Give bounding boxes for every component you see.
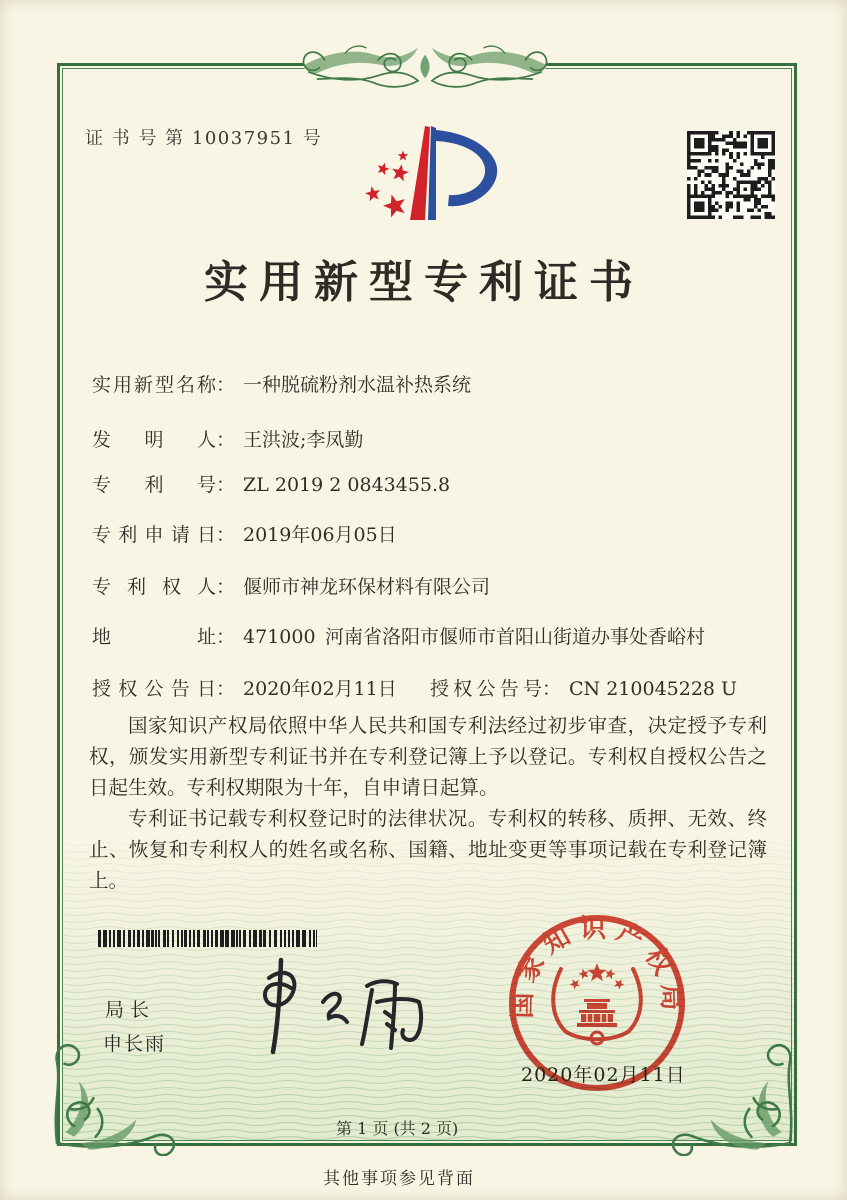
field-label: 授权公告日 xyxy=(92,678,216,700)
back-side-note: 其他事项参见背面 xyxy=(323,1169,475,1189)
field-value: 王洪波;李凤勤 xyxy=(243,429,364,451)
qr-code xyxy=(687,131,775,219)
field-row-patent-no: 专利号： ZL 2019 2 0843455.8 xyxy=(92,470,450,497)
commissioner-title: 局长 xyxy=(105,999,156,1021)
flourish-top-icon xyxy=(295,34,555,98)
field-value: 471000 河南省洛阳市偃师市首阳山街道办事处香峪村 xyxy=(243,626,706,648)
signature-autograph-icon xyxy=(235,952,435,1064)
seal-text: 国家知识产权局 xyxy=(507,914,687,1019)
commissioner-name: 申长雨 xyxy=(103,1033,167,1055)
field-value: 2020年02月11日 xyxy=(243,678,397,700)
legal-paragraph: 国家知识产权局依照中华人民共和国专利法经过初步审查，决定授予专利权，颁发实用新型专利证书并在专利登记簿上予以登记。专利权自授权公告之日起生效。专利权期限为十年，自申请日起算。 xyxy=(89,714,767,799)
field-value: ZL 2019 2 0843455.8 xyxy=(243,474,451,496)
certificate-title: 实用新型专利证书 xyxy=(204,257,644,308)
certificate-number: 证 书 号 第 10037951 号 xyxy=(85,128,323,149)
page-number: 第 1 页 (共 2 页) xyxy=(336,1119,459,1138)
legal-text xyxy=(89,710,767,896)
seal-date: 2020年02月11日 xyxy=(521,1064,686,1086)
field-label: 专利号 xyxy=(92,474,216,496)
field-row-grant-no: 授权公告号： CN 210045228 U xyxy=(430,674,737,701)
field-value: 一种脱硫粉剂水温补热系统 xyxy=(243,374,472,396)
field-label: 发明人 xyxy=(92,429,216,451)
field-label: 授权公告号 xyxy=(430,678,542,700)
legal-paragraph: 专利证书记载专利权登记时的法律状况。专利权的转移、质押、无效、终止、恢复和专利权人的姓名或名称、国籍、地址变更等事项记载在专利登记簿上。 xyxy=(89,807,767,892)
national-emblem-icon xyxy=(577,999,617,1027)
field-value: 2019年06月05日 xyxy=(243,524,397,546)
field-value: 偃师市神龙环保材料有限公司 xyxy=(243,576,491,598)
field-row-name: 实用新型名称： 一种脱硫粉剂水温补热系统 xyxy=(92,370,471,397)
flourish-corner-right-icon xyxy=(655,1006,805,1156)
field-row-patentee: 专利权人： 偃师市神龙环保材料有限公司 xyxy=(92,572,490,599)
field-row-inventor: 发明人： 王洪波;李凤勤 xyxy=(92,425,363,452)
barcode xyxy=(98,930,317,947)
field-row-filing-date: 专利申请日： 2019年06月05日 xyxy=(92,520,397,547)
field-row-address: 地址： 471000 河南省洛阳市偃师市首阳山街道办事处香峪村 xyxy=(92,622,705,649)
flourish-corner-left-icon xyxy=(42,1006,192,1156)
cnipa-logo-icon xyxy=(340,116,510,231)
field-row-grant-date: 授权公告日： 2020年02月11日 xyxy=(92,674,397,701)
field-value: CN 210045228 U xyxy=(569,678,738,700)
field-label: 专利权人 xyxy=(92,576,216,598)
field-label: 专利申请日 xyxy=(92,524,216,546)
field-label: 实用新型名称 xyxy=(92,374,216,396)
field-label: 地址 xyxy=(92,626,216,648)
